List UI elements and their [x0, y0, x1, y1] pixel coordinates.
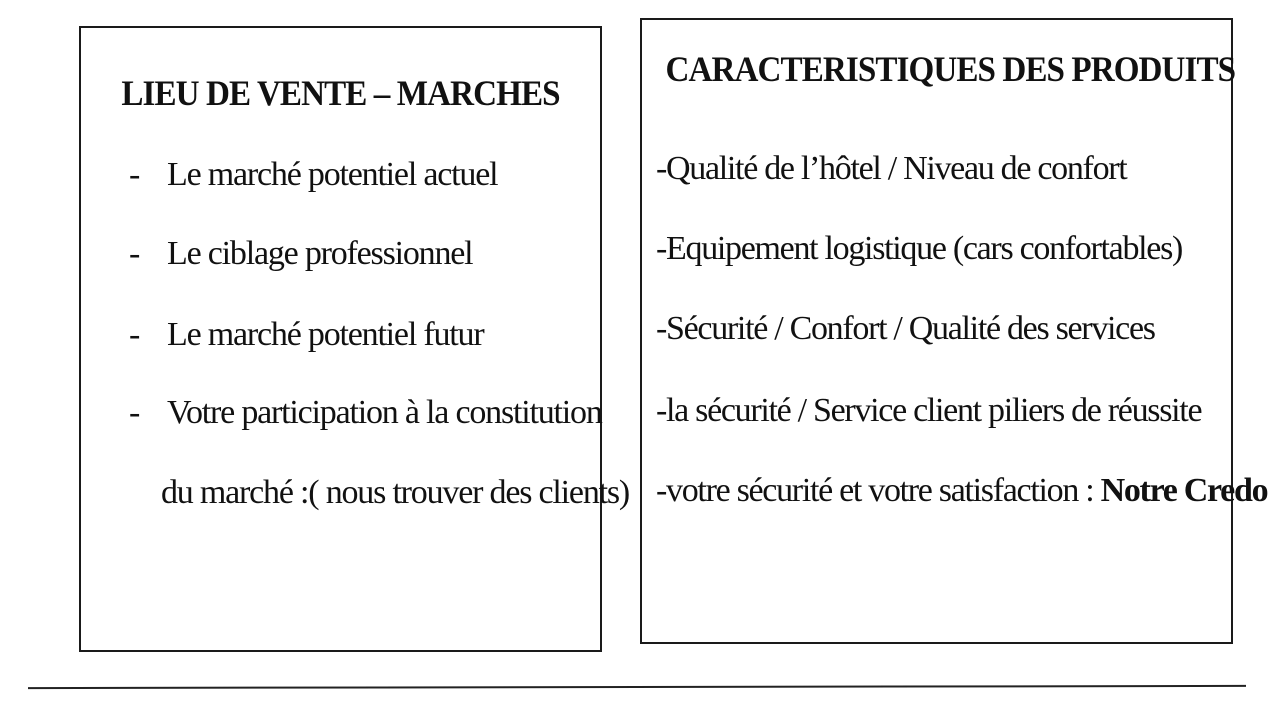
bullet-dash: - [129, 316, 140, 353]
list-item [129, 316, 483, 354]
list-item-continuation: du marché :( nous trouver des clients) [161, 474, 630, 511]
list-item-text: Le marché potentiel actuel [167, 156, 498, 193]
list-item-text: Le ciblage professionnel [167, 235, 473, 272]
sales-markets-box [79, 26, 630, 652]
sales-markets-list [81, 28, 600, 650]
characteristic-line: -Sécurité / Confort / Qualité des services [656, 310, 1155, 347]
list-item [129, 235, 472, 273]
list-item [129, 394, 602, 432]
list-item-text: Votre participation à la constitution [167, 394, 602, 431]
bullet-dash: - [129, 235, 140, 272]
bullet-dash: - [129, 394, 140, 431]
product-characteristics-box [640, 18, 1268, 644]
characteristic-line-credo [656, 472, 1267, 510]
credo-emphasis: Notre Credo [1100, 472, 1268, 509]
product-characteristics-title: CARACTERISTIQUES DES PRODUITS [665, 49, 1236, 89]
characteristic-line: -Equipement logistique (cars confortables) [656, 230, 1183, 267]
characteristic-line: -la sécurité / Service client piliers de réussite [656, 392, 1202, 429]
horizontal-rule [28, 685, 1246, 689]
characteristic-line: -Qualité de l’hôtel / Niveau de confort [656, 150, 1127, 187]
sales-markets-title: LIEU DE VENTE – MARCHES [121, 73, 560, 113]
list-item-text: Le marché potentiel futur [167, 316, 484, 353]
bullet-dash: - [129, 156, 140, 193]
list-item [129, 156, 497, 194]
credo-prefix: -votre sécurité et votre satisfaction : [656, 472, 1101, 509]
